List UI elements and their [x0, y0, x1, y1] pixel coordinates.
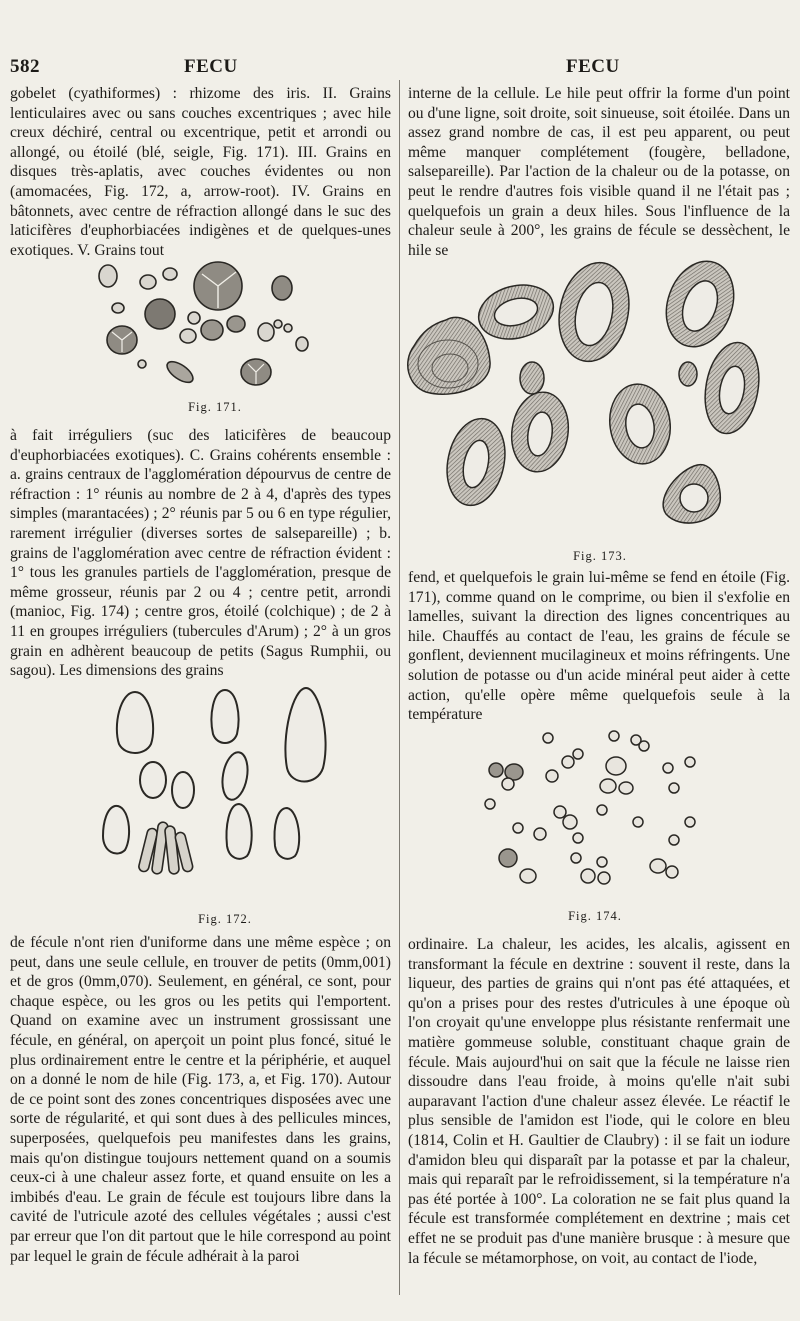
figure-174-starch-grains: [478, 726, 718, 896]
left-text-block-3: de fécule n'ont rien d'uniforme dans une même espèce ; on peut, dans une seule cellule, en trouver de petits (0mm,001) et de gros (0mm,070). Seulement, en général, ce sont, pour chaque espèce, ou les gros ou les petits qui l'emportent. Quand on examine avec un instrument grossissant une fécule, en général, on aperçoit un point plus foncé, situé le plus ordinairement entre le centre et la périphérie, et auquel on a donné le nom de hile (Fig. 173, a, et Fig. 170). Autour de ce point sont des zones concentriques disposées avec une sorte de régularité, et qui sont dues à des pellicules minces, superposées, quelquefois peu manifestes dans les grains, mais qu'on distingue toujours nettement quand on a soumis ceux-ci à une chaleur assez forte, et quand ensuite on les a imbibés d'eau. Le grain de fécule est toujours libre dans la cavité de l'utricule azoté des cellules végétales ; aussi c'est par erreur que l'on dit partout que le hile correspond au point par lequel le grain de fécule adhérait à la paroi: [10, 934, 391, 1265]
left-text-block-1: gobelet (cyathiformes) : rhizome des iris. II. Grains lenticulaires avec ou sans couches excentriques ; avec hile creux déchiré, central ou excentrique, petit et arrondi ou allongé, ou étoilé (blé, seigle, Fig. 171). III. Grains en disques très-aplatis, avec couches évidentes ou non (amomacées, Fig. 172, a, arrow-root). IV. Grains en bâtonnets, avec centre de réfraction allongé dans le suc des laticifères d'euphorbiacées indigènes et de quelques-unes exotiques. V. Grains tout: [10, 85, 391, 259]
figure-174-caption: Fig. 174.: [568, 909, 622, 923]
figure-171-caption: Fig. 171.: [188, 400, 242, 414]
right-text-block-1: interne de la cellule. Le hile peut offrir la forme d'un point ou d'une ligne, soit droite, soit sinueuse, soit étoilée. Dans un assez grand nombre de cas, il est peu apparent, ou peut même manquer complétement (fougère, belladone, salsepareille). Par l'action de la chaleur ou de la potasse, on peut le rendre d'autres fois visible quand il ne l'était pas ; quelquefois un grain a deux hiles. Sous l'influence de la chaleur seule à 200°, les grains de fécule se dessèchent, le hile se: [408, 85, 790, 259]
right-text-block-2: fend, et quelquefois le grain lui-même se fend en étoile (Fig. 171), comme quand on le comprime, ou bien il s'exfolie en lamelles, suivant la direction des lignes concentriques au hile. Chauffés au contact de l'eau, les grains de fécule se gonflent, deviennent mucilagineux et moins réfringents. Une solution de potasse ou d'un acide minéral peut aider à cette action, qu'elle opère même quelquefois seule à la température: [408, 569, 790, 724]
page-number: 582: [10, 56, 40, 77]
figure-171-starch-grains: [90, 252, 320, 392]
right-text-block-3: ordinaire. La chaleur, les acides, les alcalis, agissent en transformant la fécule en dextrine : souvent il reste, dans la liqueur, des parties de grains qui n'ont pas été attaquées, et qu'on a prises pour des restes d'utricules à une époque où l'on croyait qu'une enveloppe plus résistante renfermait une matière gommeuse soluble, constituant chaque grain de fécule. Mais aujourd'hui on sait que la fécule ne laisse rien dissoudre dans l'eau froide, à moins qu'elle n'ait subi auparavant l'action d'une chaleur assez élevée. Le réactif le plus sensible de l'amidon est l'iode, qui le colore en bleu (1814, Colin et H. Gaultier de Claubry) : il se fait un iodure d'amidon bleu qui disparaît par la potasse et par la chaleur, mais qui reparaît par le refroidissement, si la température n'a pas été portée à 100°. La coloration ne se fait plus quand la fécule est transformée complétement en dextrine ; mais cet effet ne se produit pas d'une manière brusque : à mesure que la fécule se métamorphose, on voit, au contact de l'iode,: [408, 936, 790, 1267]
figure-173-caption: Fig. 173.: [573, 549, 627, 563]
left-text-block-2: à fait irréguliers (suc des laticifères de beaucoup d'euphorbiacées exotiques). C. Grains cohérents ensemble : a. grains centraux de l'agglomération dépourvus de centre de réfraction : 1° réunis au nombre de 2 à 4, d'après des types simples (marantacées) ; 2° réunis par 5 ou 6 en type régulier, rarement irrégulier (diverses sortes de salsepareille) ; b. grains de l'agglomération avec centre de réfraction évident : 1° tous les granules partiels de l'agglomération, presque de même grosseur, réunis par 2 ou 4 ; centre petit, arrondi (manioc, Fig. 174) ; centre gros, étoilé (colchique) ; de 2 à 11 en groupes irréguliers (tubercules d'Arum) ; 2° à un gros grain en adhèrent beaucoup de petits (Sagus Rumphii, ou sagou). Les dimensions des grains: [10, 427, 391, 680]
column-divider: [399, 80, 400, 1295]
figure-172-starch-grains: [95, 686, 335, 906]
running-title-right: FECU: [566, 56, 620, 77]
figure-172-caption: Fig. 172.: [198, 912, 252, 926]
figure-173-starch-grains: [404, 262, 780, 542]
running-title-left: FECU: [184, 56, 238, 77]
